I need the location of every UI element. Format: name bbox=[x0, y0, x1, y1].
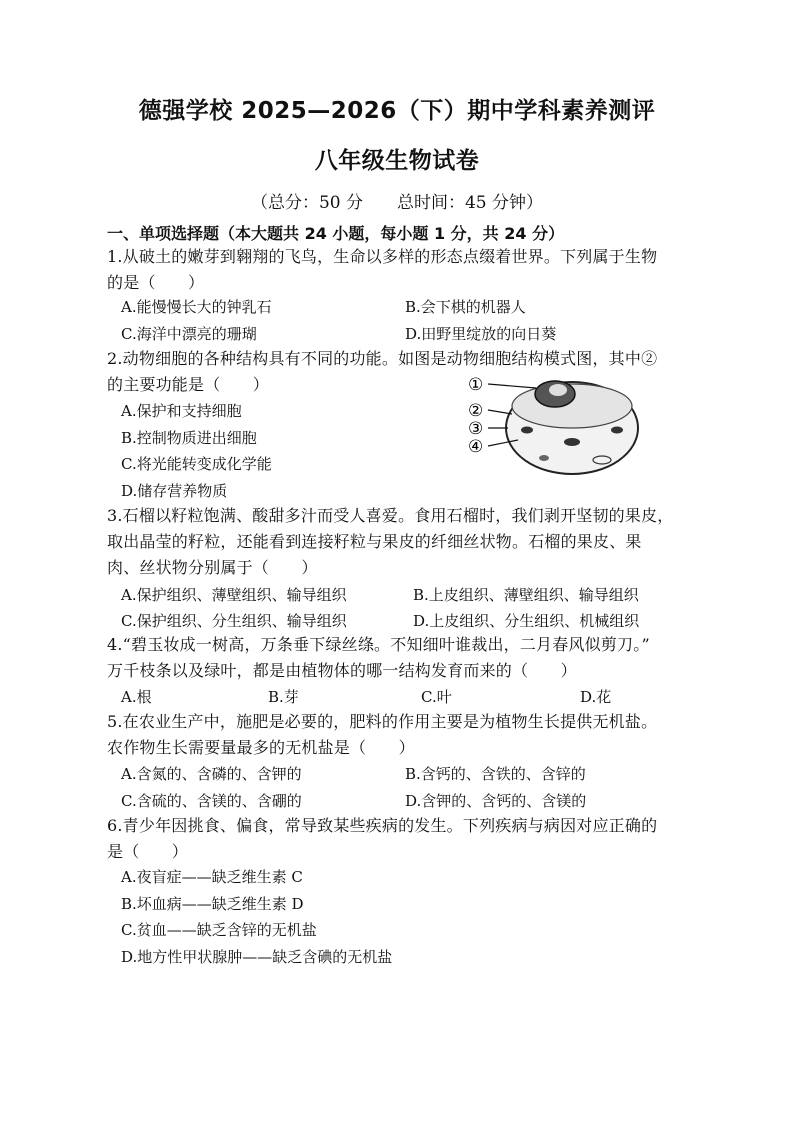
diagram-label-2: ② bbox=[468, 401, 484, 421]
question-3-line-2: 取出晶莹的籽粒，还能看到连接籽粒与果皮的纤细丝状物。石榴的果皮、果 bbox=[107, 532, 642, 551]
question-2-option-a: A.保护和支持细胞 bbox=[121, 402, 242, 420]
question-2-line-1: 2.动物细胞的各种结构具有不同的功能。如图是动物细胞结构模式图，其中② bbox=[107, 349, 658, 368]
question-5-option-d: D.含钾的、含钙的、含镁的 bbox=[405, 792, 587, 810]
leader-line-2 bbox=[488, 410, 512, 414]
animal-cell-svg bbox=[462, 368, 662, 483]
question-5-line-2: 农作物生长需要量最多的无机盐是（ ） bbox=[107, 738, 415, 757]
question-1-option-a: A.能慢慢长大的钟乳石 bbox=[121, 298, 272, 316]
question-2-option-b: B.控制物质进出细胞 bbox=[121, 429, 257, 447]
question-1-option-d: D.田野里绽放的向日葵 bbox=[405, 325, 557, 343]
diagram-label-1: ① bbox=[468, 375, 484, 395]
question-3-line-1: 3.石榴以籽粒饱满、酸甜多汁而受人喜爱。食用石榴时，我们剥开坚韧的果皮， bbox=[107, 506, 674, 525]
question-4-option-b: B.芽 bbox=[268, 688, 299, 706]
school-title: 德强学校 2025—2026（下）期中学科素养测评 bbox=[138, 98, 656, 124]
question-4-line-2: 万千枝条以及绿叶，都是由植物体的哪一结构发育而来的（ ） bbox=[107, 661, 577, 680]
question-1-line-1: 1.从破土的嫩芽到翱翔的飞鸟，生命以多样的形态点缀着世界。下列属于生物 bbox=[107, 247, 658, 266]
animal-cell-diagram bbox=[462, 368, 662, 487]
question-3-line-3: 肉、丝状物分别属于（ ） bbox=[107, 558, 318, 577]
question-2-option-c: C.将光能转变成化学能 bbox=[121, 455, 272, 473]
question-4-option-a: A.根 bbox=[121, 688, 152, 706]
section-heading: 一、单项选择题（本大题共 24 小题，每小题 1 分，共 24 分） bbox=[107, 224, 565, 243]
question-6-line-2: 是（ ） bbox=[107, 842, 189, 861]
organelle-shape bbox=[539, 455, 549, 461]
leader-line-1 bbox=[488, 384, 536, 388]
organelle-shape bbox=[564, 438, 580, 446]
question-1-line-2: 的是（ ） bbox=[107, 273, 205, 292]
question-3-option-c: C.保护组织、分生组织、输导组织 bbox=[121, 612, 347, 630]
question-5-option-b: B.含钙的、含铁的、含锌的 bbox=[405, 765, 586, 783]
paper-title: 八年级生物试卷 bbox=[314, 148, 480, 174]
question-5-option-c: C.含硫的、含镁的、含硼的 bbox=[121, 792, 302, 810]
question-6-option-d: D.地方性甲状腺肿——缺乏含碘的无机盐 bbox=[121, 948, 393, 966]
question-3-option-d: D.上皮组织、分生组织、机械组织 bbox=[413, 612, 640, 630]
nucleolus-shape bbox=[549, 384, 567, 396]
question-3-option-b: B.上皮组织、薄壁组织、输导组织 bbox=[413, 586, 639, 604]
organelle-shape bbox=[611, 427, 623, 434]
question-5-option-a: A.含氮的、含磷的、含钾的 bbox=[121, 765, 302, 783]
question-6-option-c: C.贫血——缺乏含锌的无机盐 bbox=[121, 921, 317, 939]
question-3-option-a: A.保护组织、薄壁组织、输导组织 bbox=[121, 586, 347, 604]
question-5-line-1: 5.在农业生产中，施肥是必要的，肥料的作用主要是为植物生长提供无机盐。 bbox=[107, 712, 658, 731]
question-1-option-c: C.海洋中漂亮的珊瑚 bbox=[121, 325, 257, 343]
question-4-option-d: D.花 bbox=[580, 688, 612, 706]
question-4-option-c: C.叶 bbox=[421, 688, 452, 706]
diagram-label-3: ③ bbox=[468, 419, 484, 439]
question-1-option-b: B.会下棋的机器人 bbox=[405, 298, 526, 316]
exam-meta: （总分：50 分 总时间：45 分钟） bbox=[250, 193, 544, 213]
question-2-line-2: 的主要功能是（ ） bbox=[107, 375, 270, 394]
question-6-option-b: B.坏血病——缺乏维生素 D bbox=[121, 895, 304, 913]
organelle-shape bbox=[521, 427, 533, 434]
question-6-option-a: A.夜盲症——缺乏维生素 C bbox=[121, 868, 303, 886]
question-4-line-1: 4.“碧玉妆成一树高，万条垂下绿丝绦。不知细叶谁裁出，二月春风似剪刀。” bbox=[107, 635, 650, 654]
question-2-option-d: D.储存营养物质 bbox=[121, 482, 228, 500]
diagram-label-4: ④ bbox=[468, 437, 484, 457]
question-6-line-1: 6.青少年因挑食、偏食，常导致某些疾病的发生。下列疾病与病因对应正确的 bbox=[107, 816, 658, 835]
